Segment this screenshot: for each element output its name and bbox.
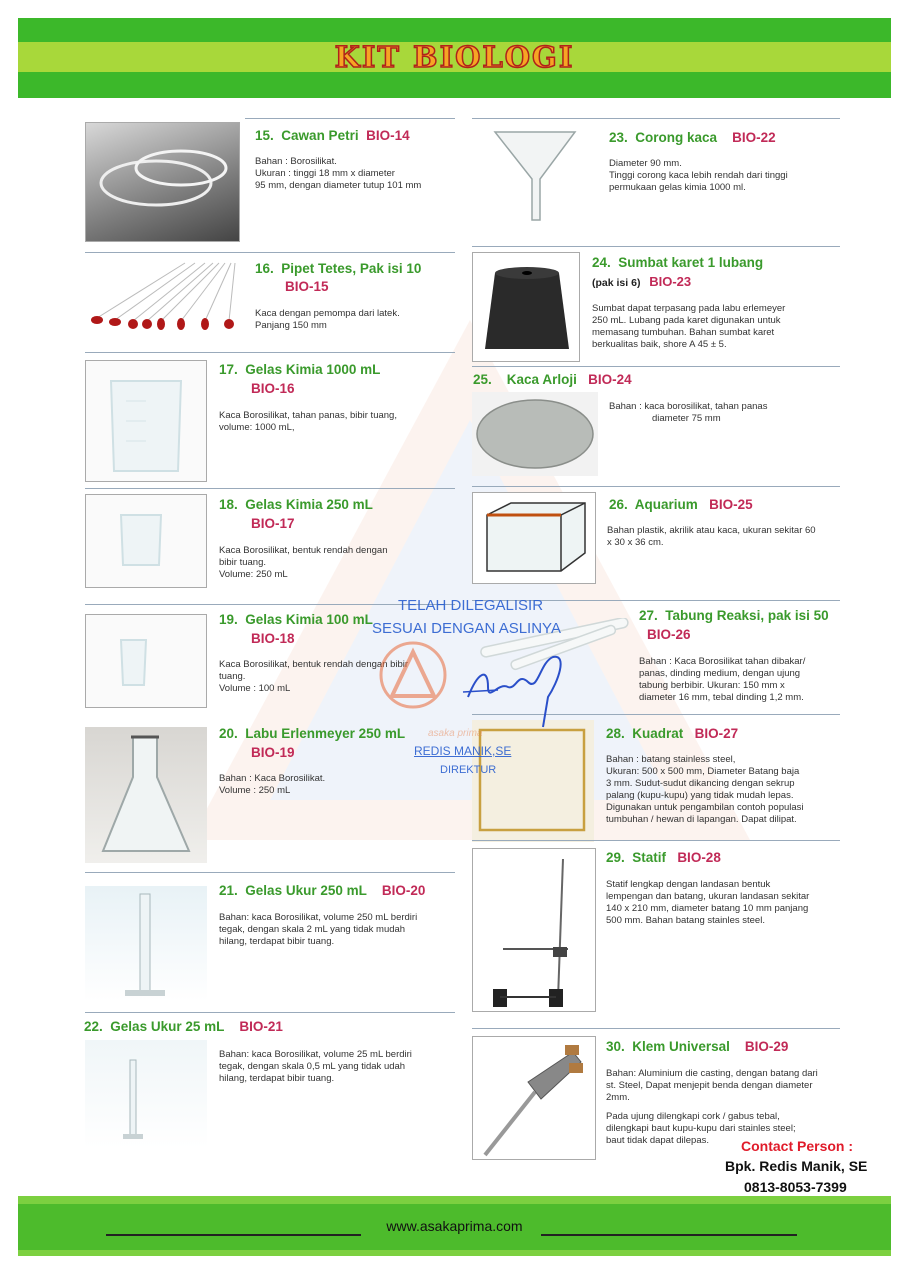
- item-desc-23: Diameter 90 mm. Tinggi corong kaca lebih rendah dari tinggi permukaan gelas kimia 1000 ml.: [609, 158, 788, 193]
- item-code-25: BIO-24: [588, 372, 632, 387]
- item-title-30: 30. Klem Universal BIO-29: [606, 1039, 789, 1054]
- item-code-28: BIO-27: [694, 726, 739, 741]
- glass-funnel-photo: [480, 124, 590, 224]
- item-code-15: BIO-14: [366, 128, 410, 143]
- contact-label: Contact Person :: [741, 1138, 854, 1154]
- item-title-24: 24. Sumbat karet 1 lubang: [592, 255, 764, 270]
- item-desc-28: Bahan : batang stainless steel, Ukuran: 500 x 500 mm, Diameter Batang baja 3 mm. Sudut-sudut dikancing dengan sekrup palang (kupu-kupu) yang tidak mudah lepas. Digunakan untuk pengambilan contoh populasi tumbuhan / hewan di lapangan. Dapat dilipat.: [606, 754, 804, 825]
- retort-stand-photo: [472, 848, 596, 1012]
- item-code-21: BIO-20: [381, 883, 426, 898]
- item-desc-18: Kaca Borosilikat, bentuk rendah dengan bibir tuang. Volume: 250 mL: [219, 545, 388, 580]
- header-banner: [18, 18, 891, 98]
- item-title-23: 23. Corong kaca BIO-22: [609, 130, 776, 145]
- page-title: KIT BIOLOGI: [334, 40, 575, 74]
- divider: [245, 118, 455, 119]
- divider: [472, 366, 840, 367]
- item-title-21: 21. Gelas Ukur 250 mL BIO-20: [219, 883, 426, 898]
- item-code-24: BIO-23: [649, 274, 692, 289]
- item-title-27: 27. Tabung Reaksi, pak isi 50: [639, 608, 829, 623]
- stamp-brand: asaka prima: [428, 728, 483, 739]
- item-desc-15: Bahan : Borosilikat. Ukuran : tinggi 18 mm x diameter 95 mm, dengan diameter tutup 101 mm: [255, 156, 422, 191]
- item-desc-24: Sumbat dapat terpasang pada labu erlemeyer 250 mL. Lubang pada karet digunakan untuk memasang tumbuhan. Bahan sumbat karet berkualitas baik, shore A 45 ± 5.: [592, 303, 786, 350]
- item-desc-25: Bahan : kaca borosilikat, tahan panas diameter 75 mm: [609, 401, 768, 424]
- universal-clamp-photo: [472, 1036, 596, 1160]
- stamp-role: DIREKTUR: [440, 764, 497, 776]
- item-desc-21: Bahan: kaca Borosilikat, volume 250 mL berdiri tegak, dengan skala 2 mL yang tidak mudah hilang, terdapat bibir tuang.: [219, 912, 418, 947]
- item-title-29: 29. Statif BIO-28: [606, 850, 721, 865]
- footer-rule-left: [106, 1234, 361, 1236]
- divider: [472, 246, 840, 247]
- divider: [85, 488, 455, 489]
- divider: [472, 118, 840, 119]
- item-desc-17: Kaca Borosilikat, tahan panas, bibir tuang, volume: 1000 mL,: [219, 410, 397, 433]
- divider: [472, 1028, 840, 1029]
- item-title-20: 20. Labu Erlenmeyer 250 mL: [219, 726, 406, 741]
- contact-person: Bpk. Redis Manik, SE: [725, 1158, 868, 1174]
- quadrat-frame-photo: [472, 720, 594, 842]
- beaker-1000-photo: [85, 360, 207, 482]
- stamp-logo-icon: [378, 640, 448, 710]
- aquarium-photo: [472, 492, 596, 584]
- banner-stripe-top: [18, 18, 891, 42]
- item-title-22: 22. Gelas Ukur 25 mL BIO-21: [84, 1019, 283, 1034]
- stamp-line-1: TELAH DILEGALISIR: [398, 597, 544, 614]
- item-title-15: 15. Cawan Petri BIO-14: [255, 128, 410, 143]
- footer-banner: [18, 1196, 891, 1256]
- item-title-26: 26. Aquarium BIO-25: [609, 497, 753, 512]
- divider: [85, 872, 455, 873]
- signature: [458, 642, 578, 732]
- item-sub-24: (pak isi 6) BIO-23: [592, 274, 692, 289]
- item-desc-16: Kaca dengan pemompa dari latek. Panjang 150 mm: [255, 308, 400, 331]
- item-code-19: BIO-18: [251, 631, 295, 646]
- divider: [85, 352, 455, 353]
- petri-dish-photo: [85, 122, 240, 242]
- divider: [85, 252, 455, 253]
- banner-stripe-bottom: [18, 72, 891, 98]
- item-desc-22: Bahan: kaca Borosilikat, volume 25 mL berdiri tegak, dengan skala 0,5 mL yang tidak udah hilang, terdapat bibir tuang.: [219, 1049, 412, 1084]
- item-desc-29: Statif lengkap dengan landasan bentuk lempengan dan batang, ukuran landasan sekitar 140 x 210 mm, diameter batang 10 mm panjang 500 mm. Bahan batang stainles steel.: [606, 879, 810, 926]
- item-title-18: 18. Gelas Kimia 250 mL: [219, 497, 373, 512]
- footer-url[interactable]: www.asakaprima.com: [386, 1218, 523, 1234]
- item-code-29: BIO-28: [677, 850, 721, 865]
- divider: [472, 486, 840, 487]
- item-title-16: 16. Pipet Tetes, Pak isi 10: [255, 261, 422, 276]
- item-title-25: 25. Kaca Arloji BIO-24: [473, 372, 632, 387]
- item-code-18: BIO-17: [251, 516, 295, 531]
- stamp-line-2: SESUAI DENGAN ASLINYA: [372, 620, 561, 637]
- item-code-23: BIO-22: [732, 130, 776, 145]
- measuring-cylinder-250-photo: [85, 886, 207, 1002]
- divider: [85, 1012, 455, 1013]
- item-desc-19: Kaca Borosilikat, bentuk rendah dengan bibir tuang. Volume : 100 mL: [219, 659, 409, 694]
- item-code-16: BIO-15: [285, 279, 329, 294]
- item-code-27: BIO-26: [647, 627, 691, 642]
- item-code-26: BIO-25: [709, 497, 753, 512]
- item-title-17: 17. Gelas Kimia 1000 mL: [219, 362, 381, 377]
- divider: [472, 840, 840, 841]
- item-desc-26: Bahan plastik, akrilik atau kaca, ukuran sekitar 60 x 30 x 36 cm.: [607, 525, 816, 548]
- item-desc-27: Bahan : Kaca Borosilikat tahan dibakar/ panas, dinding medium, dengan ujung tabung berbibir. Ukuran: 150 mm x diameter 16 mm, tebal dinding 1,2 mm.: [639, 656, 806, 703]
- item-code-17: BIO-16: [251, 381, 295, 396]
- contact-phone: 0813-8053-7399: [744, 1179, 847, 1195]
- rubber-stopper-photo: [472, 252, 580, 362]
- item-desc-20: Bahan : Kaca Borosilikat. Volume : 250 mL: [219, 773, 326, 796]
- watch-glass-photo: [472, 392, 598, 476]
- item-code-22: BIO-21: [239, 1019, 283, 1034]
- item-code-30: BIO-29: [744, 1039, 789, 1054]
- item-title-28: 28. Kuadrat BIO-27: [606, 726, 739, 741]
- item-desc-30: Bahan: Aluminium die casting, dengan batang dari st. Steel, Dapat menjepit benda dengan diameter 2mm. Pada ujung dilengkapi cork / gabus tebal, dilengkapi baut kupu-kupu dari stainles steel; baut tidak dapat dilepas.: [606, 1068, 818, 1146]
- beaker-250-photo: [85, 494, 207, 588]
- stamp-name: REDIS MANIK,SE: [414, 744, 512, 758]
- erlenmeyer-flask-photo: [85, 727, 207, 863]
- item-code-20: BIO-19: [251, 745, 295, 760]
- measuring-cylinder-25-photo: [85, 1040, 207, 1148]
- beaker-100-photo: [85, 614, 207, 708]
- footer-rule-right: [541, 1234, 797, 1236]
- dropper-pipettes-photo: [85, 258, 245, 338]
- item-title-19: 19. Gelas Kimia 100 mL: [219, 612, 373, 627]
